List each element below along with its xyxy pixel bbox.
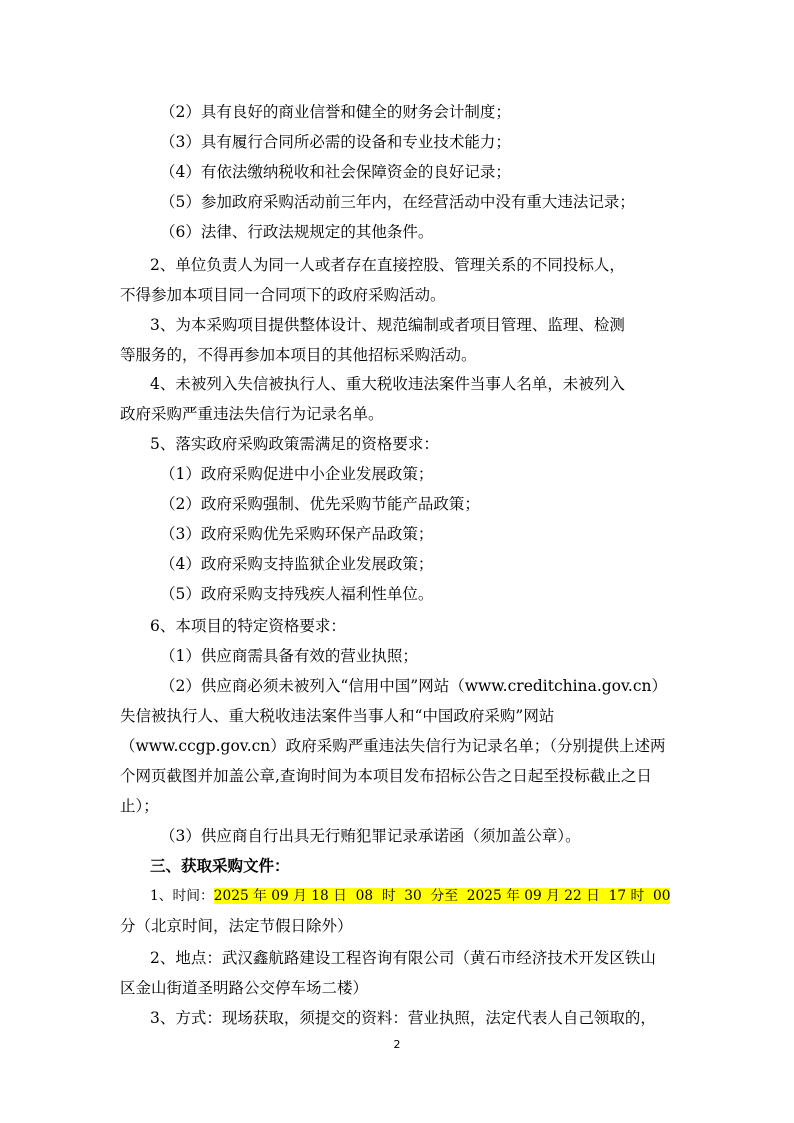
paragraph-line: （2）供应商必须未被列入“信用中国”网站（www.creditchina.gov.cn） [160, 677, 668, 695]
paragraph-line: （2）具有良好的商业信誉和健全的财务会计制度； [160, 103, 511, 121]
paragraph-line: 6、本项目的特定资格要求： [150, 617, 346, 635]
paragraph-line: 政府采购严重违法失信行为记录名单。 [120, 405, 384, 423]
paragraph-line: （3）政府采购优先采购环保产品政策； [160, 525, 434, 543]
paragraph-line: 3、方式：现场获取，须提交的资料：营业执照，法定代表人自己领取的， [150, 1009, 656, 1027]
paragraph-line: （3）供应商自行出具无行贿犯罪记录承诺函（须加盖公章）。 [160, 827, 581, 845]
paragraph-line: 2、地点：武汉鑫航路建设工程咨询有限公司（黄石市经济技术开发区铁山 [150, 949, 656, 967]
paragraph-line: 3、为本采购项目提供整体设计、规范编制或者项目管理、监理、检测 [150, 316, 625, 334]
paragraph-line: （4）有依法缴纳税收和社会保障资金的良好记录； [160, 163, 511, 181]
section-heading: 三、获取采购文件： [150, 856, 290, 875]
paragraph-line: （5）参加政府采购活动前三年内，在经营活动中没有重大违法记录； [160, 193, 635, 211]
paragraph-line: 4、未被列入失信被执行人、重大税收违法案件当事人名单，未被列入 [150, 375, 625, 393]
paragraph-line: （4）政府采购支持监狱企业发展政策； [160, 555, 434, 573]
paragraph-line: 区金山街道圣明路公交停车场二楼） [120, 979, 369, 997]
paragraph-line: 止）； [120, 797, 159, 815]
paragraph-line: （5）政府采购支持残疾人福利性单位。 [160, 585, 434, 603]
paragraph-line: （3）具有履行合同所必需的设备和专业技术能力； [160, 133, 511, 151]
paragraph-line: （www.ccgp.gov.cn）政府采购严重违法失信行为记录名单；（分别提供上述两 [120, 737, 666, 755]
paragraph-line: （1）政府采购促进中小企业发展政策； [160, 465, 434, 483]
paragraph-line: 5、落实政府采购政策需满足的资格要求： [150, 435, 439, 453]
paragraph-line: 等服务的，不得再参加本项目的其他招标采购活动。 [120, 346, 477, 364]
highlighted-date-range: 2025 年 09 月 18 日 08 时 30 分至 2025 年 09 月 22 日 17 时 00 [213, 888, 671, 904]
page-number: 2 [393, 1038, 401, 1051]
paragraph-line [150, 886, 670, 906]
paragraph-line: 失信被执行人、重大税收违法案件当事人和“中国政府采购”网站 [120, 707, 555, 725]
paragraph-line: （6）法律、行政法规规定的其他条件。 [160, 223, 434, 241]
paragraph-line: （2）政府采购强制、优先采购节能产品政策； [160, 495, 480, 513]
paragraph-line: 2、单位负责人为同一人或者存在直接控股、管理关系的不同投标人， [150, 256, 625, 274]
paragraph-line: （1）供应商需具备有效的营业执照； [160, 647, 418, 665]
paragraph-line: 个网页截图并加盖公章,查询时间为本项目发布招标公告之日起至投标截止之日 [120, 767, 652, 785]
paragraph-line: 分（北京时间，法定节假日除外） [120, 917, 353, 935]
paragraph-line: 不得参加本项目同一合同项下的政府采购活动。 [120, 286, 446, 304]
time-label: 1、时间： [150, 888, 214, 904]
